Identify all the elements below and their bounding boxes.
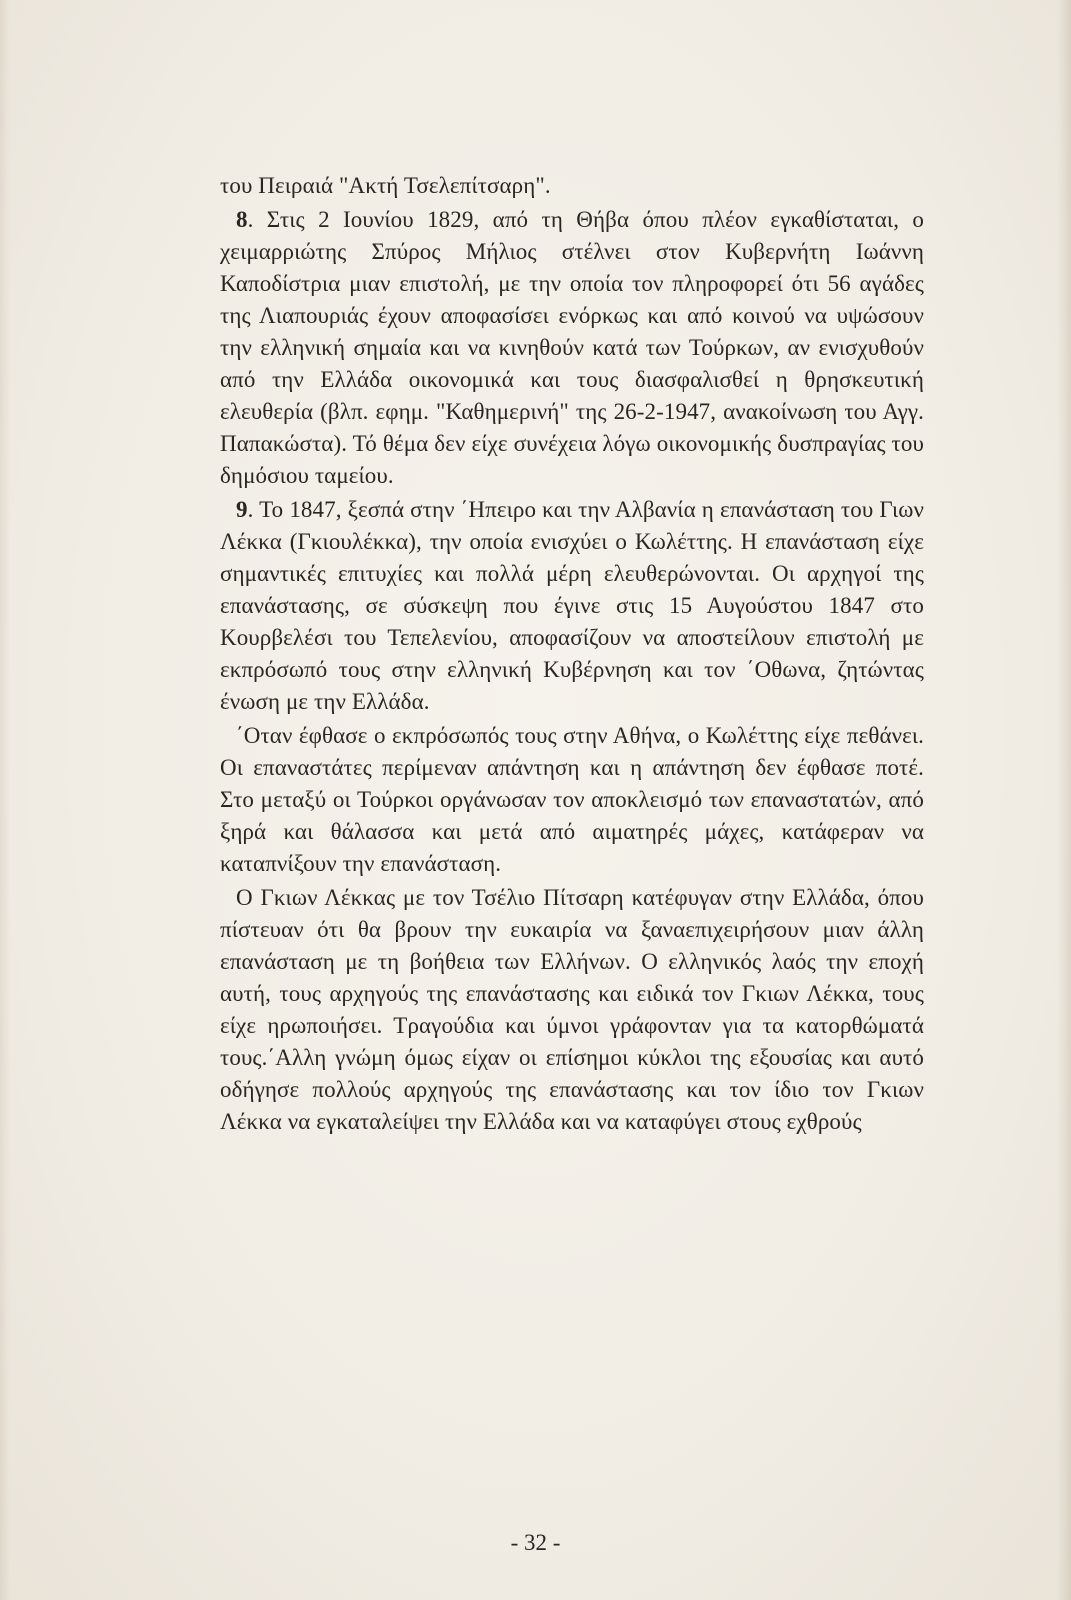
paragraph-body <box>220 720 924 880</box>
paragraph-text: . Το 1847, ξεσπά στην ΄Ηπειρο και την Αλβανία η επανάσταση του Γιων Λέκκα (Γκιουλέκκα), την οποία ενισχύει ο Κωλέττης. Η επανάσταση είχε σημαντικές επιτυχίες και πολλά μέρη ελευθερώνονται. Οι αρχηγοί της επανάστασης, σε σύσκεψη που έγινε στις 15 Αυγούστου 1847 στο Κουρβελέσι του Τεπελενίου, αποφασίζουν να αποστείλουν επιστολή με εκπρόσωπό τους στην ελληνική Κυβέρνηση και τον ΄Οθωνα, ζητώντας ένωση με την Ελλάδα. <box>220 497 924 714</box>
body-text <box>220 170 924 1138</box>
page-edge-shadow-left <box>0 0 10 1600</box>
paragraph-text: . Στις 2 Ιουνίου 1829, από τη Θήβα όπου πλέον εγκαθίσταται, ο χειμαρριώτης Σπύρος Μήλιος στέλνει στον Κυβερνήτη Ιωάννη Καποδίστρια μιαν επιστολή, με την οποία τον πληροφορεί ότι 56 αγάδες της Λιαπουριάς έχουν αποφασίσει ενόρκως και από κοινού να υψώσουν την ελληνική σημαία και να κινηθούν κατά των Τούρκων, αν ενισχυθούν από την Ελλάδα οικονομικά και τους διασφαλισθεί η θρησκευτική ελευθερία (βλπ. εφημ. "Καθημερινή" της 26-2-1947, ανακοίνωση του Αγγ. Παπακώστα). Τό θέμα δεν είχε συνέχεια λόγω οικονομικής δυσπραγίας του δημόσιου ταμείου. <box>220 207 924 488</box>
page-number: - 32 - <box>510 1530 561 1555</box>
paragraph-note-8 <box>220 204 924 492</box>
note-number: 9 <box>236 497 248 522</box>
paragraph-text: Ο Γκιων Λέκκας με τον Τσέλιο Πίτσαρη κατέφυγαν στην Ελλάδα, όπου πίστευαν ότι θα βρουν την ευκαιρία να ξαναεπιχειρήσουν μιαν άλλη επανάσταση με τη βοήθεια των Ελλήνων. Ο ελληνικός λαός την εποχή αυτή, τους αρχηγούς της επανάστασης και ειδικά τον Γκιων Λέκκα, τους είχε ηρωποιήσει. Τραγούδια και ύμνοι γράφονταν για τα κατορθώματά τους.΄Αλλη γνώμη όμως είχαν οι επίσημοι κύκλοι της εξουσίας και αυτό οδήγησε πολλούς αρχηγούς της επανάστασης και τον ίδιο τον Γκιων Λέκκα να εγκαταλείψει την Ελλάδα και να καταφύγει στους εχθρούς <box>220 885 924 1134</box>
paragraph-text: του Πειραιά "Ακτή Τσελεπίτσαρη". <box>220 173 551 198</box>
page-edge-shadow-right <box>1057 0 1071 1600</box>
paragraph-text: ΄Οταν έφθασε ο εκπρόσωπός τους στην Αθήνα, ο Κωλέττης είχε πεθάνει. Οι επαναστάτες περίμεναν απάντηση και η απάντηση δεν έφθασε ποτέ. Στο μεταξύ οι Τούρκοι οργάνωσαν τον αποκλεισμό των επαναστατών, από ξηρά και θάλασσα και μετά από αιματηρές μάχες, κατάφεραν να καταπνίξουν την επανάσταση. <box>220 723 924 876</box>
paragraph-note-9 <box>220 494 924 718</box>
note-number: 8 <box>236 207 248 232</box>
paragraph-continuation <box>220 170 924 202</box>
paragraph-body <box>220 882 924 1138</box>
